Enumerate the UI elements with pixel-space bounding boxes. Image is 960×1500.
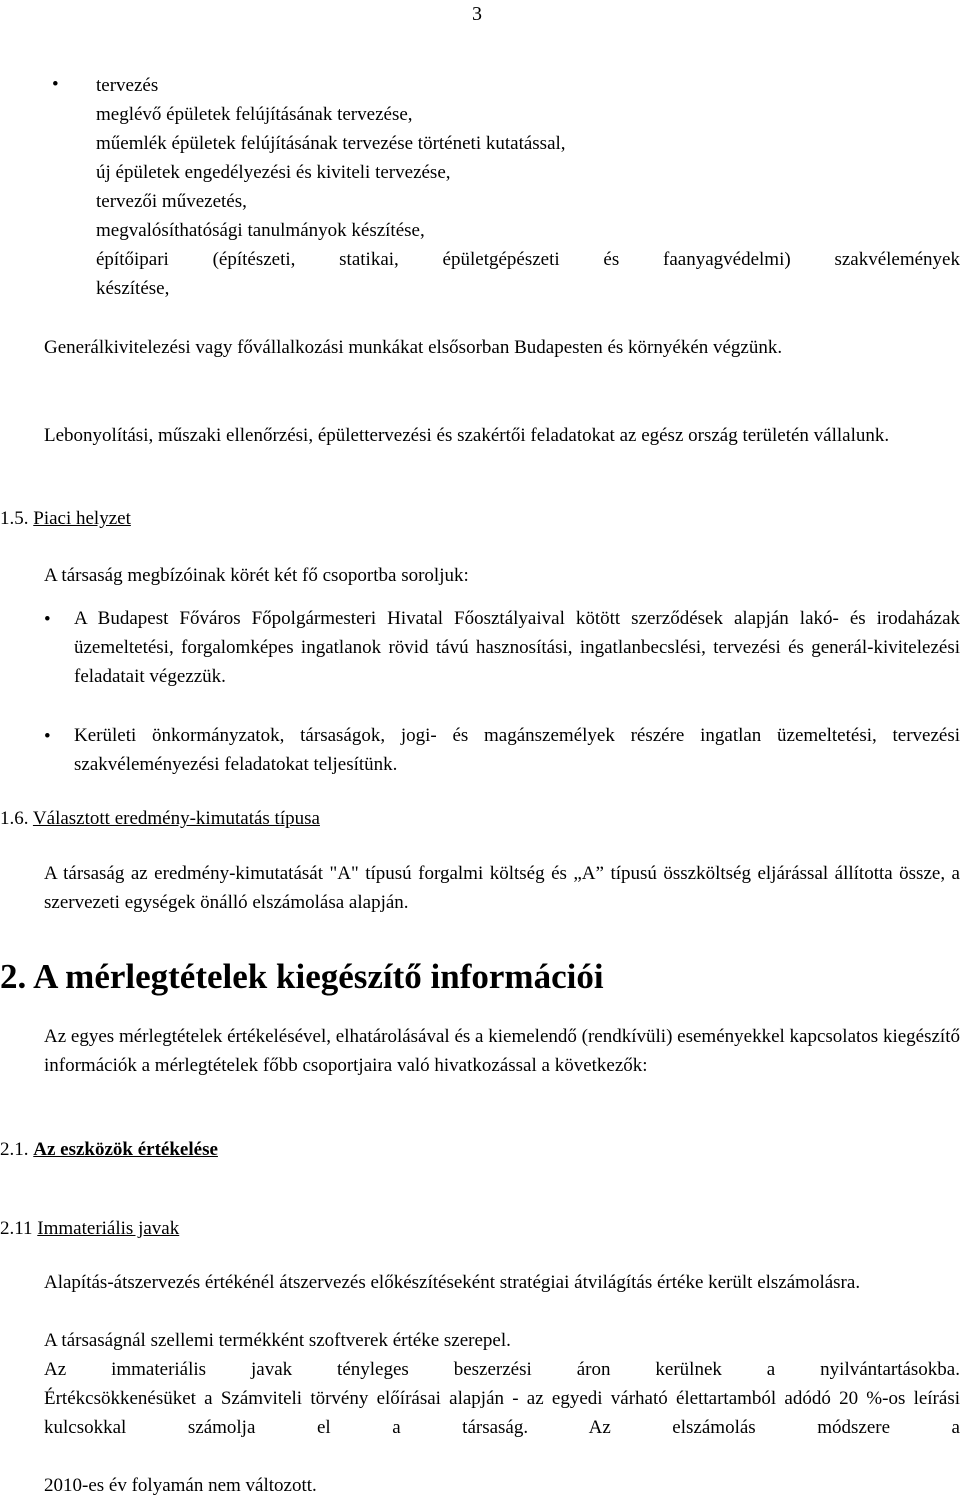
services-line: tervezés	[96, 75, 159, 96]
paragraph: Értékcsökkenésüket a Számviteli törvény előírásai alapján - az egyedi várható élettartamból adódó 20 %-os leírási kulcsokkal számolja el a társaság. Az elszámolás módszere a	[44, 1388, 960, 1438]
paragraph: A társaság az eredmény-kimutatását "A" típusú forgalmi költség és „A” típusú összköltség eljárással állította össze, a szervezeti egységek önálló elszámolása alapján.	[44, 863, 960, 913]
paragraph: Az egyes mérlegtételek értékelésével, elhatárolásával és a kiemelendő (rendkívüli) eseményekkel kapcsolatos kiegészítő információk a mérlegtételek főbb csoportjaira való hivatkozással a következők:	[44, 1026, 960, 1076]
paragraph: Generálkivitelezési vagy fővállalkozási munkákat elsősorban Budapesten és környékén végzünk.	[44, 337, 783, 358]
services-line: építőipari (építészeti, statikai, épületgépészeti és faanyagvédelmi) szakvélemények	[96, 249, 960, 270]
paragraph: Az immateriális javak tényleges beszerzési áron kerülnek a nyilvántartásokba.	[44, 1359, 960, 1380]
services-line: készítése,	[96, 278, 170, 299]
section-title: A mérlegtételek kiegészítő információi	[33, 957, 604, 996]
section-number: 1.5.	[0, 508, 29, 529]
section-title: Az eszközök értékelése	[33, 1139, 218, 1160]
bullet-icon: •	[52, 74, 59, 95]
list-item: A Budapest Főváros Főpolgármesteri Hivatal Főosztályaival kötött szerződések alapján lakó- és irodaházak üzemeltetési, forgalomképes ingatlanok rövid távú hasznosítási, ingatlanbecslési, tervezési és generál-kivitelezési feladatait végezzük.	[74, 608, 960, 687]
services-line: tervezői művezetés,	[96, 191, 247, 212]
list-item: Kerületi önkormányzatok, társaságok, jogi- és magánszemélyek részére ingatlan üzemeltetési, tervezési szakvéleményezési feladatokat teljesítünk.	[74, 725, 960, 775]
paragraph: Alapítás-átszervezés értékénél átszervezés előkészítéseként stratégiai átvilágítás értéke került elszámolásra.	[44, 1272, 861, 1293]
section-title: Választott eredmény-kimutatás típusa	[32, 808, 320, 829]
section-number: 2.11	[0, 1218, 33, 1239]
services-line: meglévő épületek felújításának tervezése,	[96, 104, 413, 125]
paragraph: Lebonyolítási, műszaki ellenőrzési, épülettervezési és szakértői feladatokat az egész ország területén vállalunk.	[44, 425, 890, 446]
section-heading-2-11	[0, 1214, 179, 1243]
services-line: új épületek engedélyezési és kiviteli tervezése,	[96, 162, 451, 183]
bullet-icon: •	[44, 609, 51, 630]
section-number: 2.1.	[0, 1139, 29, 1160]
services-line: műemlék épületek felújításának tervezése történeti kutatással,	[96, 133, 566, 154]
section-title: Piaci helyzet	[33, 508, 131, 529]
bullet-icon: •	[44, 726, 51, 747]
section-heading-2	[0, 957, 604, 997]
section-title: Immateriális javak	[37, 1218, 180, 1239]
paragraph: A társaság megbízóinak körét két fő csoportba soroljuk:	[44, 565, 469, 586]
section-number: 2.	[0, 957, 27, 996]
services-line: megvalósíthatósági tanulmányok készítése,	[96, 220, 425, 241]
paragraph: A társaságnál szellemi termékként szoftverek értéke szerepel.	[44, 1330, 511, 1351]
section-heading-2-1	[0, 1135, 218, 1164]
paragraph: 2010-es év folyamán nem változott.	[44, 1475, 317, 1496]
section-heading-1-6	[0, 804, 320, 833]
page-number: 3	[472, 3, 482, 25]
section-heading-1-5	[0, 504, 131, 533]
section-number: 1.6.	[0, 808, 29, 829]
